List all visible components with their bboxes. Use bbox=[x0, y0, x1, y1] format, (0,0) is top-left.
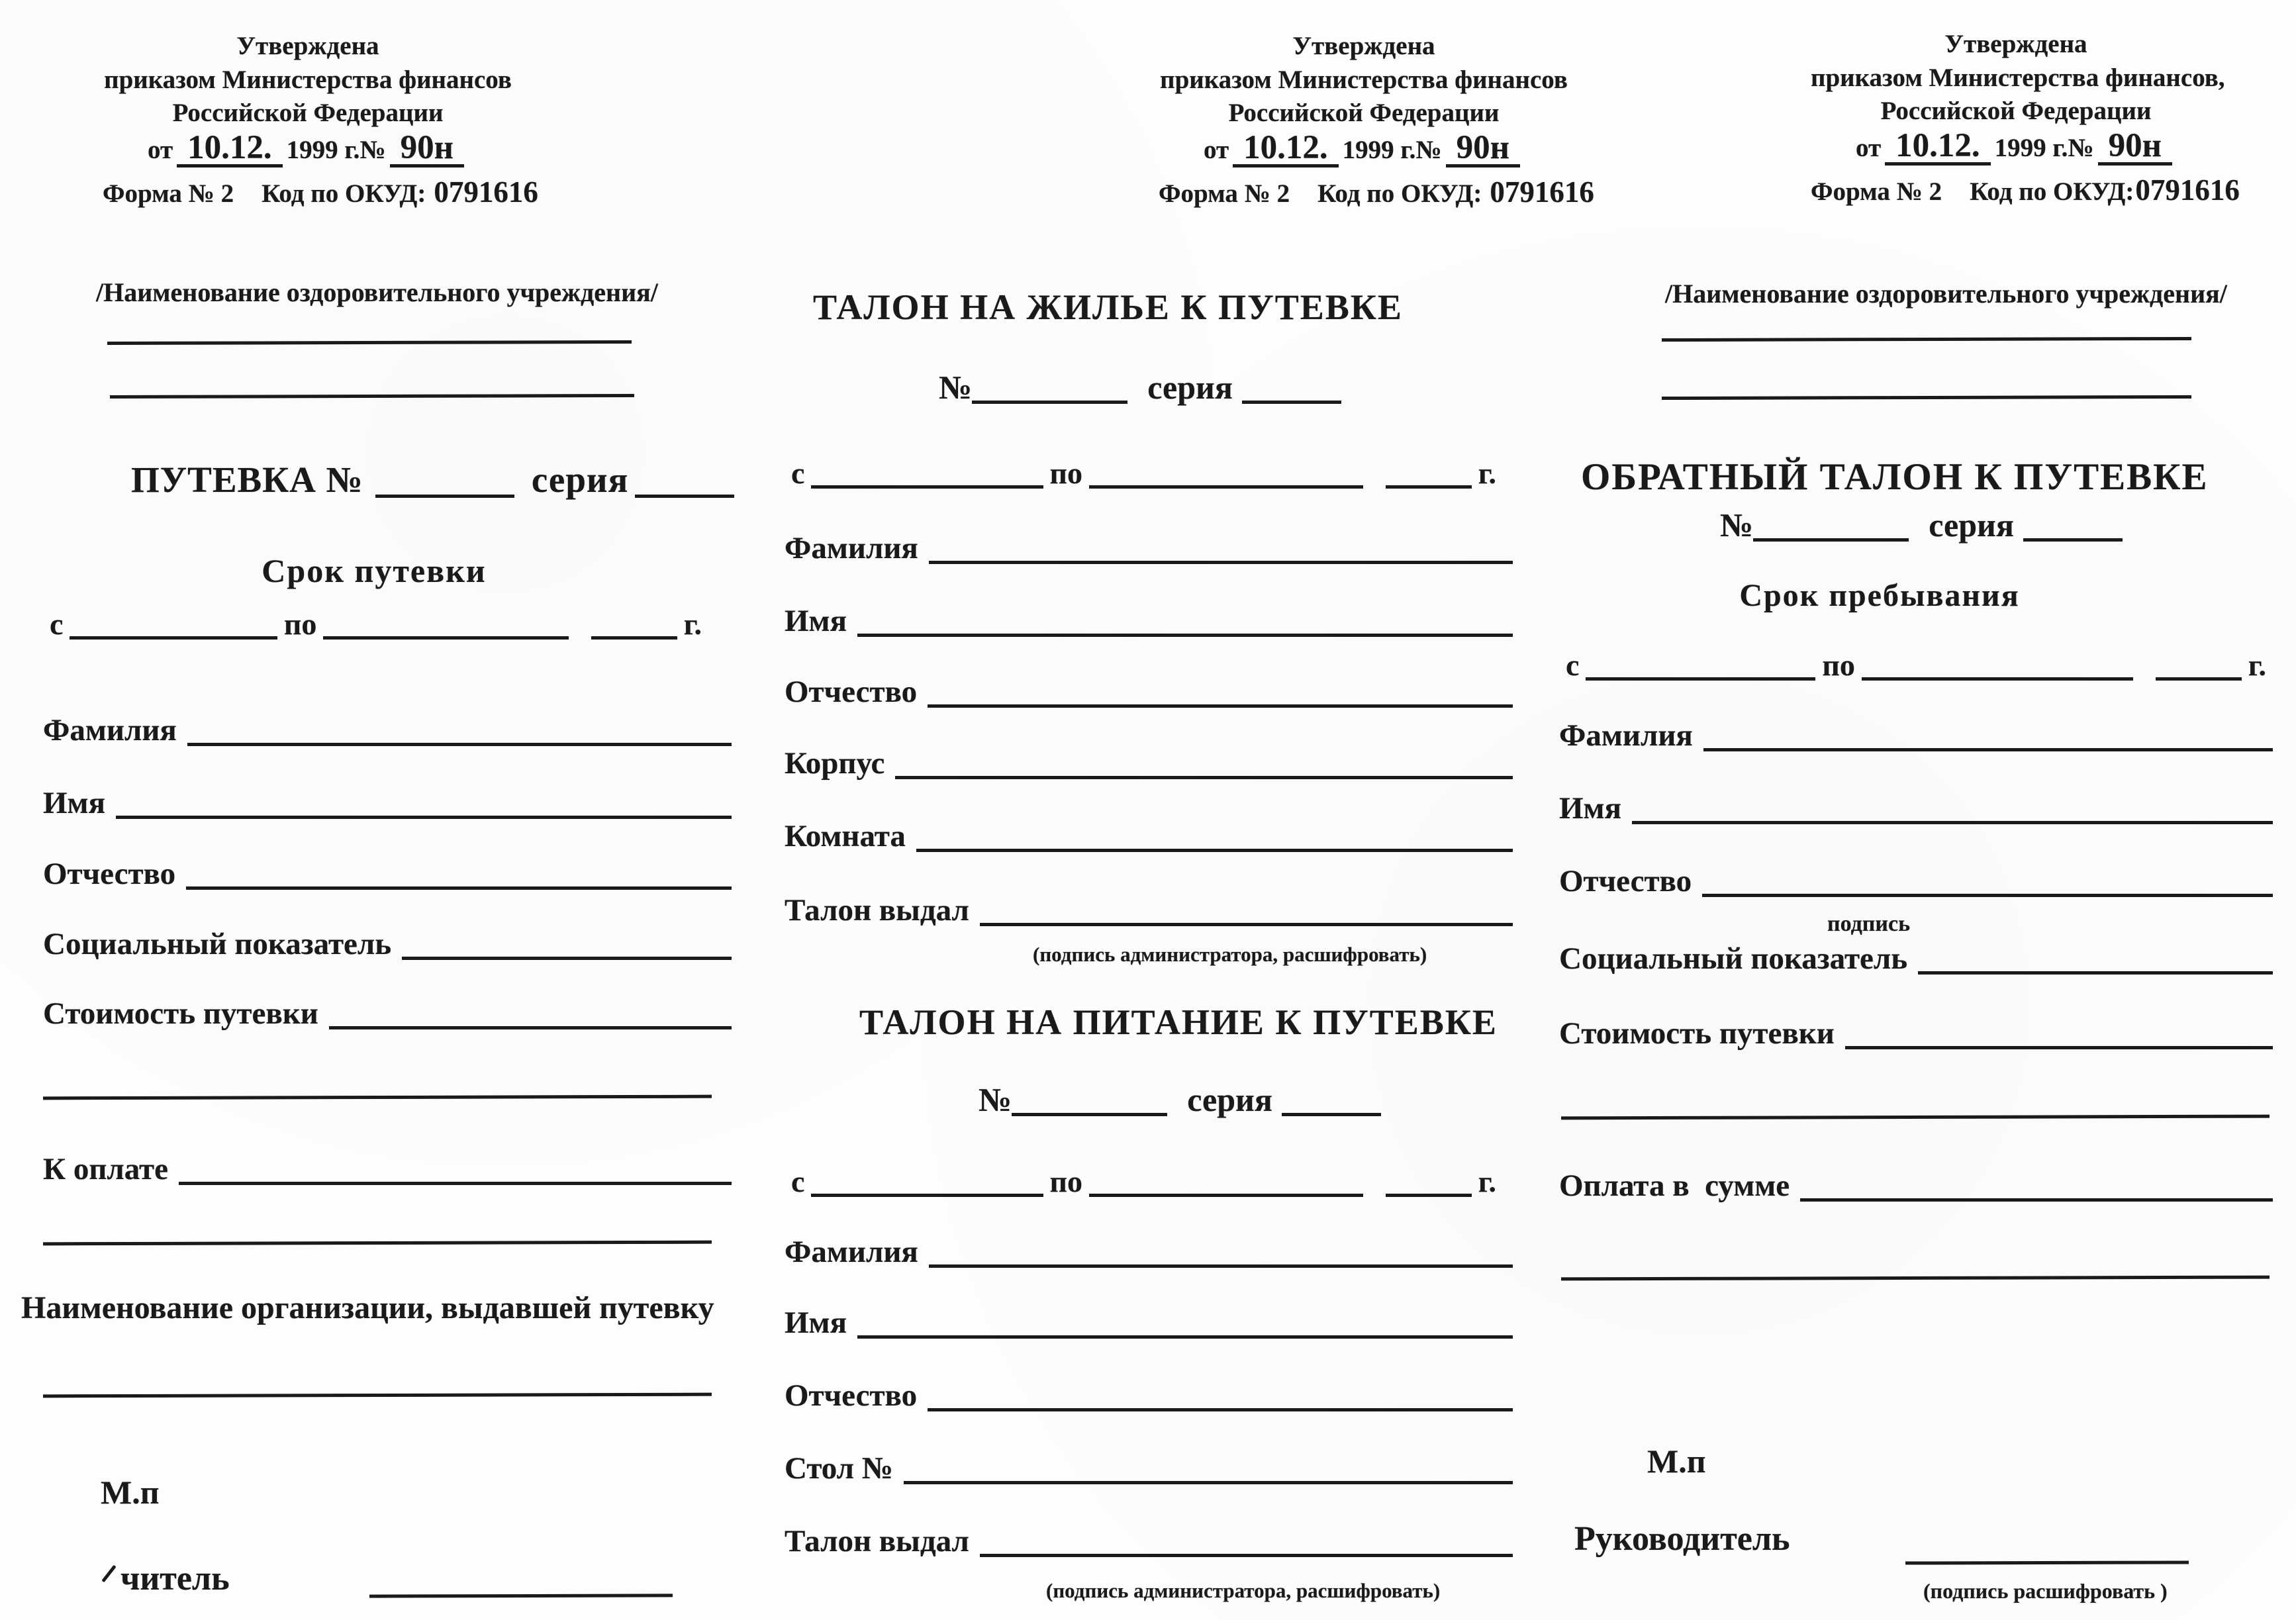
blank-line bbox=[857, 630, 1513, 637]
year-label: г. bbox=[2248, 648, 2266, 682]
social-indicator-label: Социальный показатель bbox=[1559, 941, 1908, 976]
voucher-section bbox=[20, 0, 768, 1620]
blank-line bbox=[1561, 1115, 2270, 1120]
head-signature-label: Руководитель bbox=[1574, 1520, 1790, 1558]
okud-label: Код по ОКУД: bbox=[262, 179, 426, 208]
form-number-label: Форма № 2 bbox=[1159, 179, 1290, 208]
blank-line bbox=[1089, 1190, 1363, 1197]
patronymic-field-row bbox=[43, 859, 732, 890]
blank-line bbox=[1089, 481, 1363, 489]
institution-caption: /Наименование оздоровительного учреждения/ bbox=[1665, 279, 2227, 309]
approval-year-label: 1999 г.№ bbox=[1342, 136, 1442, 165]
blank-line bbox=[904, 1477, 1513, 1484]
date-range-row bbox=[1559, 650, 2273, 681]
duration-title: Срок путевки bbox=[262, 552, 487, 589]
patronymic-label: Отчество bbox=[1559, 864, 1692, 898]
approval-date-line bbox=[1811, 127, 2221, 166]
from-label: с bbox=[791, 1165, 805, 1198]
blank-line bbox=[43, 1241, 712, 1246]
meal-coupon-title: ТАЛОН НА ПИТАНИЕ К ПУТЕВКЕ bbox=[859, 1002, 1498, 1042]
number-label: № bbox=[979, 1081, 1012, 1118]
from-label: с bbox=[791, 456, 805, 490]
series-label: серия bbox=[1147, 369, 1233, 406]
approval-date-line bbox=[103, 129, 513, 167]
approval-date-value: 10.12. bbox=[1233, 132, 1339, 167]
approval-date-line bbox=[1159, 129, 1569, 167]
blank-line bbox=[928, 1404, 1513, 1411]
approval-year-label: 1999 г.№ bbox=[286, 136, 386, 165]
surname-field-row bbox=[785, 533, 1513, 564]
patronymic-field-row bbox=[785, 1380, 1513, 1411]
approval-line-approved: Утверждена bbox=[236, 32, 379, 60]
blank-line bbox=[1586, 673, 1815, 681]
okud-label: Код по ОКУД: bbox=[1970, 177, 2134, 206]
blank-line bbox=[375, 491, 514, 498]
blank-line bbox=[186, 882, 732, 890]
blank-line bbox=[1703, 744, 2273, 751]
number-label: № bbox=[1720, 506, 1754, 544]
blank-line bbox=[179, 1178, 732, 1185]
duration-title: Срок пребывания bbox=[1739, 578, 2020, 613]
name-label: Имя bbox=[1559, 791, 1621, 826]
date-from-label: от bbox=[1855, 134, 1882, 163]
from-label: с bbox=[50, 607, 64, 641]
name-label: Имя bbox=[785, 1306, 847, 1340]
blank-line bbox=[1918, 967, 2273, 975]
blank-line bbox=[116, 812, 732, 819]
blank-line bbox=[70, 632, 277, 640]
room-label: Комната bbox=[785, 819, 906, 853]
surname-field-row bbox=[785, 1237, 1513, 1268]
social-indicator-field-row bbox=[1559, 943, 2273, 975]
approval-line-order: приказом Министерства финансов bbox=[104, 65, 512, 94]
voucher-cost-label: Стоимость путевки bbox=[1559, 1016, 1835, 1051]
okud-code: 0791616 bbox=[1490, 175, 1594, 209]
blank-line bbox=[929, 1261, 1513, 1268]
blank-line bbox=[895, 772, 1513, 779]
okud-code: 0791616 bbox=[434, 175, 538, 209]
housing-coupon-title: ТАЛОН НА ЖИЛЬЕ К ПУТЕВКЕ bbox=[813, 287, 1403, 327]
approval-order-number: 90н bbox=[2098, 130, 2172, 165]
coupon-issued-field-row bbox=[785, 1526, 1513, 1557]
coupons-section bbox=[768, 0, 1594, 1620]
year-label: г. bbox=[1478, 456, 1496, 490]
head-signature-label-cut: читель bbox=[120, 1560, 230, 1597]
table-number-field-row bbox=[785, 1453, 1513, 1484]
blank-line bbox=[980, 919, 1513, 926]
approval-line-approved: Утверждена bbox=[1944, 30, 2087, 58]
approval-line-country: Российской Федерации bbox=[1880, 97, 2152, 126]
building-label: Корпус bbox=[785, 746, 885, 781]
blank-line bbox=[187, 739, 732, 746]
social-indicator-field-row bbox=[43, 929, 732, 960]
approval-date-value: 10.12. bbox=[177, 132, 283, 167]
form-number-label: Форма № 2 bbox=[1811, 177, 1942, 206]
to-label: по bbox=[1049, 456, 1083, 490]
date-range-row bbox=[785, 1167, 1503, 1197]
amount-due-label: К оплате bbox=[43, 1152, 169, 1186]
coupon-issued-label: Талон выдал bbox=[785, 893, 969, 928]
number-label: № bbox=[939, 369, 973, 406]
patronymic-label: Отчество bbox=[785, 1378, 918, 1413]
table-number-label: Стол № bbox=[785, 1451, 894, 1486]
institution-blank-line bbox=[1662, 337, 2191, 342]
blank-line bbox=[980, 1550, 1513, 1557]
date-range-row bbox=[785, 458, 1503, 489]
signature-blank-line bbox=[369, 1594, 673, 1597]
year-label: г. bbox=[1478, 1165, 1496, 1198]
blank-line bbox=[323, 632, 568, 640]
to-label: по bbox=[1822, 648, 1855, 682]
signature-blank-line bbox=[1905, 1560, 2189, 1564]
name-field-row bbox=[785, 1308, 1513, 1339]
approval-form-line bbox=[1811, 171, 2240, 210]
date-from-label: от bbox=[147, 136, 173, 165]
blank-line bbox=[811, 1190, 1043, 1197]
surname-label: Фамилия bbox=[43, 713, 177, 747]
signature-caption: (подпись расшифровать ) bbox=[1923, 1579, 2168, 1603]
blank-line bbox=[43, 1393, 712, 1398]
institution-blank-line bbox=[1662, 395, 2191, 400]
administrator-signature-caption: (подпись администратора, расшифровать) bbox=[1033, 943, 1427, 966]
coupon-issued-label: Талон выдал bbox=[785, 1524, 969, 1558]
series-label: серия bbox=[1187, 1081, 1272, 1118]
voucher-cost-label: Стоимость путевки bbox=[43, 996, 318, 1031]
patronymic-label: Отчество bbox=[785, 675, 918, 709]
cut-off-stroke bbox=[101, 1565, 116, 1583]
signature-small-caption: подпись bbox=[1827, 912, 1911, 936]
approval-line-order: приказом Министерства финансов bbox=[1160, 65, 1568, 94]
series-label: серия bbox=[531, 459, 629, 500]
surname-label: Фамилия bbox=[1559, 718, 1693, 753]
approval-form-line bbox=[103, 173, 538, 212]
approval-year-label: 1999 г.№ bbox=[1994, 134, 2094, 163]
to-label: по bbox=[1049, 1165, 1083, 1198]
blank-line bbox=[329, 1022, 732, 1029]
stamp-place-label: М.п bbox=[101, 1474, 160, 1511]
approval-date-value: 10.12. bbox=[1885, 130, 1991, 165]
name-field-row bbox=[43, 788, 732, 819]
blank-line bbox=[635, 491, 734, 498]
payment-amount-field-row bbox=[1559, 1170, 2273, 1202]
building-field-row bbox=[785, 748, 1513, 779]
patronymic-field-row bbox=[785, 677, 1513, 708]
administrator-signature-caption: (подпись администратора, расшифровать) bbox=[1046, 1579, 1441, 1602]
blank-line bbox=[1862, 673, 2133, 681]
amount-due-field-row bbox=[43, 1154, 732, 1185]
series-label: серия bbox=[1929, 506, 2014, 544]
to-label: по bbox=[283, 607, 317, 641]
number-series-row bbox=[979, 1083, 1381, 1116]
surname-label: Фамилия bbox=[785, 1235, 918, 1269]
blank-line bbox=[2023, 534, 2123, 542]
blank-line bbox=[1702, 890, 2273, 897]
stamp-place-label: М.п bbox=[1647, 1443, 1706, 1480]
blank-line bbox=[1282, 1109, 1381, 1116]
surname-field-row bbox=[1559, 720, 2273, 751]
room-field-row bbox=[785, 821, 1513, 852]
number-series-row bbox=[1720, 508, 2123, 542]
approval-header bbox=[1811, 28, 2240, 209]
institution-blank-line bbox=[107, 340, 632, 345]
blank-line bbox=[591, 632, 677, 640]
institution-blank-line bbox=[110, 394, 634, 399]
okud-label: Код по ОКУД: bbox=[1317, 179, 1482, 208]
blank-line bbox=[43, 1095, 712, 1100]
approval-header bbox=[1159, 30, 1594, 211]
blank-line bbox=[1632, 817, 2273, 824]
voucher-title: ПУТЕВКА № bbox=[131, 459, 363, 500]
payment-amount-label: Оплата в сумме bbox=[1559, 1168, 1790, 1203]
voucher-title-row bbox=[131, 461, 649, 498]
blank-line bbox=[402, 953, 732, 960]
approval-line-country: Российской Федерации bbox=[1228, 99, 1500, 128]
coupon-issued-field-row bbox=[785, 895, 1513, 926]
blank-line bbox=[1386, 481, 1472, 489]
return-coupon-section bbox=[1543, 0, 2296, 1620]
issuing-organization-caption: Наименование организации, выдавшей путевку bbox=[21, 1290, 714, 1325]
blank-line bbox=[857, 1331, 1513, 1339]
approval-order-number: 90н bbox=[390, 132, 464, 167]
year-label: г. bbox=[683, 607, 702, 641]
approval-line-country: Российской Федерации bbox=[172, 99, 444, 128]
from-label: с bbox=[1566, 648, 1580, 682]
institution-caption: /Наименование оздоровительного учреждения/ bbox=[96, 277, 658, 307]
blank-line bbox=[2156, 673, 2242, 681]
number-series-row bbox=[939, 371, 1341, 404]
approval-line-approved: Утверждена bbox=[1292, 32, 1435, 60]
form-number-label: Форма № 2 bbox=[103, 179, 234, 208]
blank-line bbox=[916, 845, 1513, 852]
name-label: Имя bbox=[43, 786, 105, 820]
date-range-row bbox=[43, 609, 708, 640]
approval-line-order: приказом Министерства финансов, bbox=[1811, 63, 2225, 92]
blank-line bbox=[1845, 1042, 2273, 1049]
blank-line bbox=[1561, 1276, 2270, 1281]
voucher-cost-field-row bbox=[1559, 1018, 2273, 1049]
date-from-label: от bbox=[1203, 136, 1229, 165]
approval-order-number: 90н bbox=[1446, 132, 1520, 167]
blank-line bbox=[1753, 534, 1909, 542]
name-field-row bbox=[785, 606, 1513, 637]
name-field-row bbox=[1559, 793, 2273, 824]
blank-line bbox=[1012, 1109, 1167, 1116]
blank-line bbox=[929, 557, 1513, 564]
approval-header bbox=[103, 30, 538, 211]
return-coupon-title: ОБРАТНЫЙ ТАЛОН К ПУТЕВКЕ bbox=[1581, 456, 2209, 498]
voucher-cost-field-row bbox=[43, 998, 732, 1029]
blank-line bbox=[972, 397, 1127, 404]
blank-line bbox=[1386, 1190, 1472, 1197]
patronymic-field-row bbox=[1559, 866, 2273, 897]
name-label: Имя bbox=[785, 604, 847, 638]
patronymic-label: Отчество bbox=[43, 857, 176, 891]
blank-line bbox=[928, 700, 1513, 708]
surname-field-row bbox=[43, 715, 732, 746]
okud-code: 0791616 bbox=[2135, 173, 2240, 207]
blank-line bbox=[1800, 1194, 2273, 1202]
blank-line bbox=[1242, 397, 1341, 404]
social-indicator-label: Социальный показатель bbox=[43, 927, 392, 961]
blank-line bbox=[811, 481, 1043, 489]
approval-form-line bbox=[1159, 173, 1594, 212]
surname-label: Фамилия bbox=[785, 531, 918, 565]
